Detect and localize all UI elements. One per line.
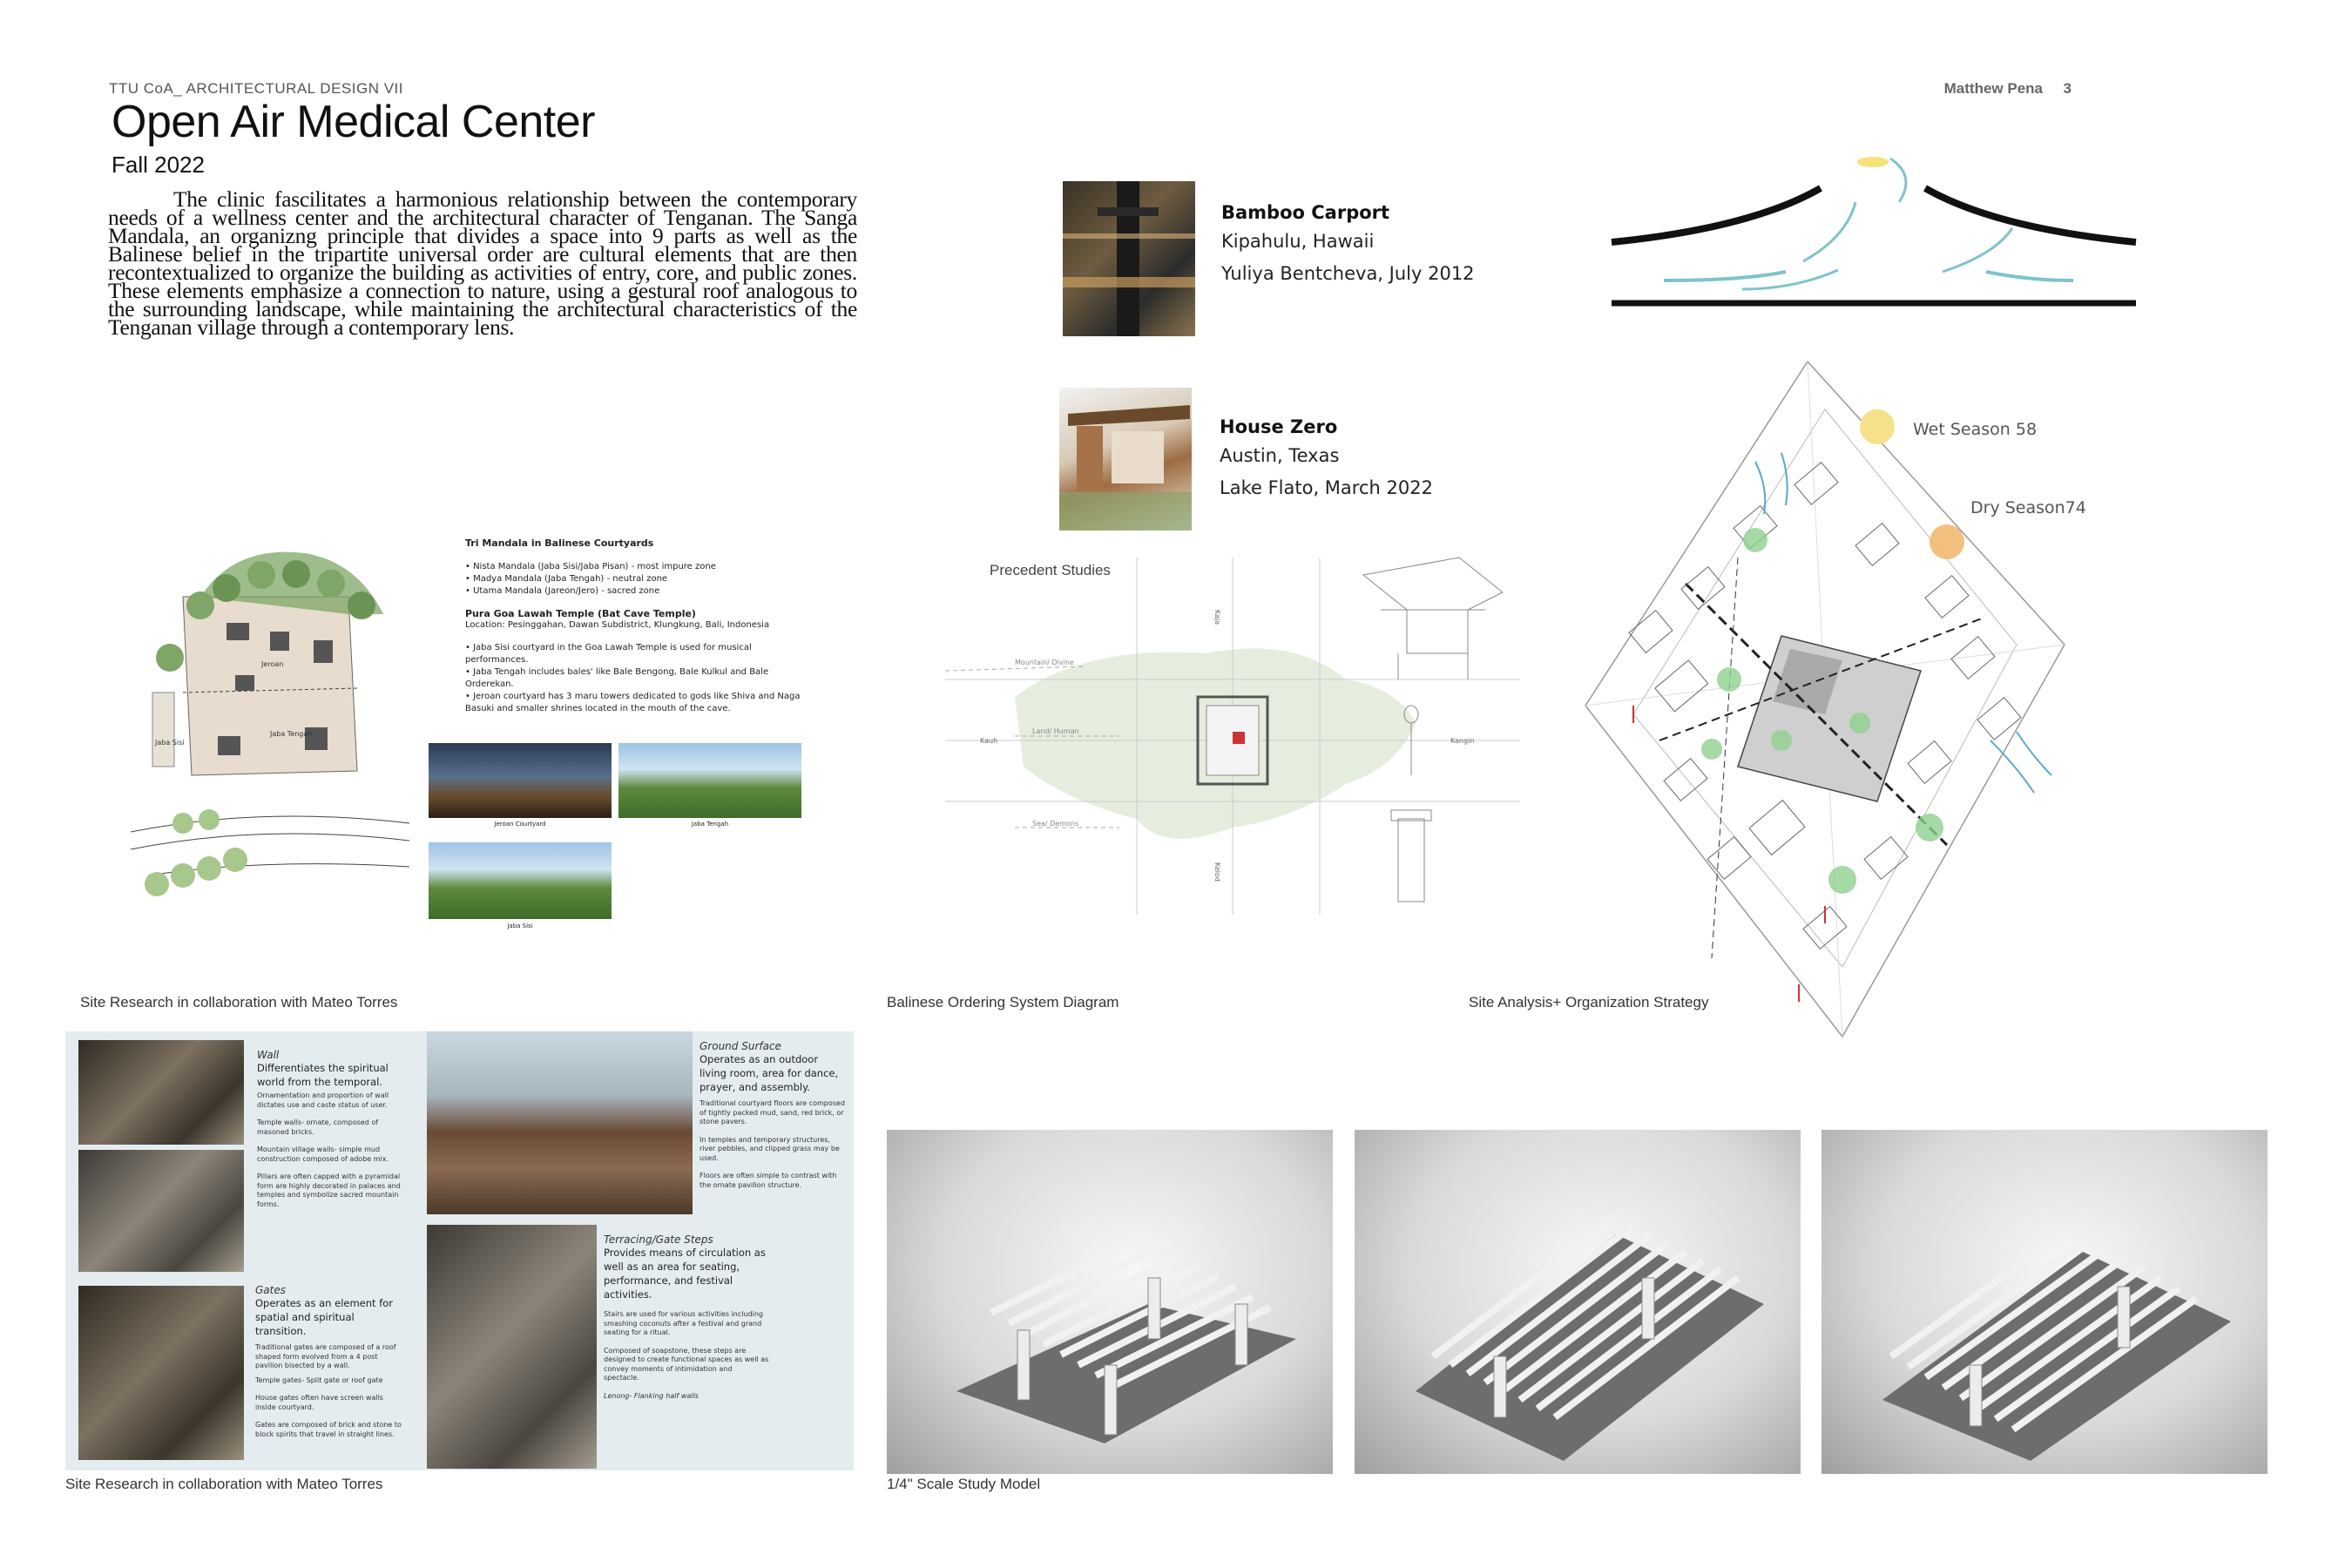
wind-arrow [1742, 270, 1838, 289]
temple-heading: Pura Goa Lawah Temple (Bat Cave Temple) [465, 608, 696, 619]
gates-section: Gates Operates as an element for spatial and spiritual transition. Traditional gates are composed of a roof shaped form evolved from a 4 post pavilion bisected by a wall. Temple gates- Split gate or roof gate House gates often have screen walls inside courtyard. Gates are composed of brick and stone to block spirits that travel in straight lines. [255, 1284, 403, 1439]
roof-right [1925, 188, 2136, 242]
terracing-section: Terracing/Gate Steps Provides means of circulation as well as an area for seating, performance, and festival activities. Stairs are used for various activities including smashing coconuts after a festival and grand seating for a ritual. Composed of soapstone, these steps are designed to create functional spaces as well as convey moments of intimidation and spectacle. Lenong- Flanking half walls [604, 1233, 769, 1400]
site-research-panel [65, 1031, 854, 1470]
photo-caption: Jaba Tengah [691, 821, 729, 828]
ground-body: Operates as an outdoor living room, area for dance, prayer, and assembly. [700, 1053, 839, 1093]
svg-text:Kangin: Kangin [1450, 737, 1475, 745]
precedent-2-location: Austin, Texas [1220, 445, 1340, 466]
wall-body: Differentiates the spiritual world from the temporal. [257, 1062, 389, 1088]
study-model-photo-2 [1355, 1130, 1801, 1474]
svg-text:Mountain/ Divine: Mountain/ Divine [1015, 659, 1074, 666]
author-name: Matthew Pena [1943, 80, 2043, 97]
bamboo-carport-photo [1063, 181, 1195, 336]
precedent-1-credit: Yuliya Bentcheva, July 2012 [1221, 263, 1475, 284]
jaba-tengah-photo [618, 743, 801, 818]
roof-left [1612, 188, 1821, 242]
page-number: 3 [2063, 80, 2072, 97]
wind-arrow [1986, 272, 2073, 280]
ground-title: Ground Surface [700, 1040, 781, 1052]
wall-photo-2 [78, 1150, 244, 1272]
gates-body: Operates as an element for spatial and spiritual transition. [255, 1297, 394, 1337]
term-label: Fall 2022 [112, 152, 205, 178]
svg-text:Jaba Tengah: Jaba Tengah [270, 730, 313, 738]
site-research-caption-bottom: Site Research in collaboration with Mateo Torres [65, 1476, 383, 1492]
svg-text:Kaja: Kaja [1213, 610, 1221, 625]
wall-title: Wall [257, 1049, 280, 1061]
wall-section: Wall Differentiates the spiritual world from the temporal. Ornamentation and proportion of wall dictates use and caste status of user. Temple walls- ornate, composed of masoned bricks. Mountain village walls- simple mud construction composed of adobe mix. Pillars are often capped with a pyramidal form are highly decorated in palaces and temples and symbolize sacred mountain forms. [257, 1049, 405, 1209]
precedent-2 [1220, 413, 1433, 503]
jeroan-photo [429, 743, 612, 818]
site-analysis-drawing [1581, 357, 2069, 1054]
sun-icon [1857, 157, 1889, 167]
terracing-body: Provides means of circulation as well as an area for seating, performance, and festival activities. [604, 1247, 766, 1301]
list-item: • Madya Mandala (Jaba Tengah) - neutral zone [465, 574, 668, 584]
tri-mandala-bullets [465, 561, 814, 598]
wall-photo [78, 1040, 244, 1145]
study-model-photo-3 [1821, 1130, 2268, 1474]
page-title: Open Air Medical Center [112, 97, 595, 147]
list-item: • Jaba Tengah includes bales' like Bale Bengong, Bale Kulkul and Bale Orderekan. [465, 667, 769, 689]
gate-photo [78, 1286, 244, 1460]
intro-paragraph: The clinic fascilitates a harmonious relationship between the contemporary needs of a wellness center and the architectural character of Tenganan. The Sanga Mandala, an organizng principle that divides a space into 9 parts as well as the Balinese belief in the tripartite universal order are cultural elements that are then recontextualized to organize the building as activities of entry, core, and public zones. These elements emphasize a connection to nature, using a gestural roof analogous to the surrounding landscape, while maintaining the architectural characteristics of the Tenganan village through a contemporary lens. [108, 186, 857, 340]
list-item: • Nista Mandala (Jaba Sisi/Jaba Pisan) - most impure zone [465, 562, 716, 571]
tri-mandala-plan [131, 544, 409, 910]
list-item: • Jeroan courtyard has 3 maru towers dedicated to gods like Shiva and Naga Basuki and smaller shrines located in the mouth of the cave. [465, 692, 801, 713]
precedent-1-location: Kipahulu, Hawaii [1221, 231, 1375, 252]
precedent-1 [1221, 199, 1475, 288]
ordering-caption: Balinese Ordering System Diagram [887, 994, 1119, 1010]
wet-season-marker [1860, 409, 1895, 444]
list-item: • Utama Mandala (Jareon/Jero) - sacred zone [465, 586, 660, 596]
precedent-studies-heading: Precedent Studies [990, 562, 1111, 578]
wet-season-label: Wet Season 58 [1913, 420, 2038, 439]
course-label: TTU CoA_ ARCHITECTURAL DESIGN VII [109, 80, 403, 97]
tri-mandala-heading: Tri Mandala in Balinese Courtyards [465, 537, 654, 549]
dry-season-marker [1930, 524, 1964, 559]
site-research-caption: Site Research in collaboration with Mateo Torres [80, 994, 398, 1010]
jaba-sisi-photo [429, 842, 612, 919]
tri-mandala-notes [465, 537, 814, 715]
terracing-photo [427, 1225, 597, 1469]
ground-section: Ground Surface Operates as an outdoor living room, area for dance, prayer, and assembly. Traditional courtyard floors are composed of tightly packed mud, sand, red brick, or stone pavers. In temples and temporary structures, river pebbles, and clipped grass may be used. Floors are often simple to contrast with the ornate pavilion structure. [700, 1040, 848, 1190]
temple-location: Location: Pesinggahan, Dawan Subdistrict, Klungkung, Bali, Indonesia [465, 620, 770, 630]
photo-caption: Jaba Sisi [507, 923, 533, 929]
model-caption: 1/4" Scale Study Model [887, 1476, 1041, 1492]
temple-photo [427, 1031, 693, 1214]
wind-arrow [1664, 272, 1786, 280]
roof-wind-diagram [1603, 150, 2143, 324]
terracing-title: Terracing/Gate Steps [604, 1233, 713, 1246]
site-analysis-caption: Site Analysis+ Organization Strategy [1469, 994, 1709, 1010]
house-zero-photo [1059, 388, 1192, 531]
study-model-photo-1 [887, 1130, 1333, 1474]
photo-caption: Jeroan Courtyard [494, 821, 546, 828]
gates-title: Gates [255, 1284, 286, 1296]
precedent-1-name: Bamboo Carport [1221, 202, 1390, 223]
list-item: • Jaba Sisi courtyard in the Goa Lawah Temple is used for musical performances. [465, 643, 752, 665]
svg-text:Kelod: Kelod [1213, 862, 1221, 882]
ordering-system-diagram [945, 540, 1520, 915]
precedent-2-name: House Zero [1220, 416, 1338, 437]
wind-arrow [1803, 202, 1855, 261]
dry-season-label: Dry Season74 [1970, 498, 2086, 517]
temple-bullets [465, 642, 814, 715]
svg-text:Kauh: Kauh [980, 737, 998, 745]
precedent-2-credit: Lake Flato, March 2022 [1220, 477, 1433, 498]
wind-arrow [1943, 228, 2012, 272]
svg-text:Sea/ Demons: Sea/ Demons [1032, 820, 1079, 828]
wind-arrow [1890, 159, 1906, 202]
svg-text:Jaba Sisi: Jaba Sisi [155, 739, 185, 747]
svg-text:Jeroan: Jeroan [261, 660, 284, 668]
svg-text:Land/ Human: Land/ Human [1032, 727, 1079, 735]
